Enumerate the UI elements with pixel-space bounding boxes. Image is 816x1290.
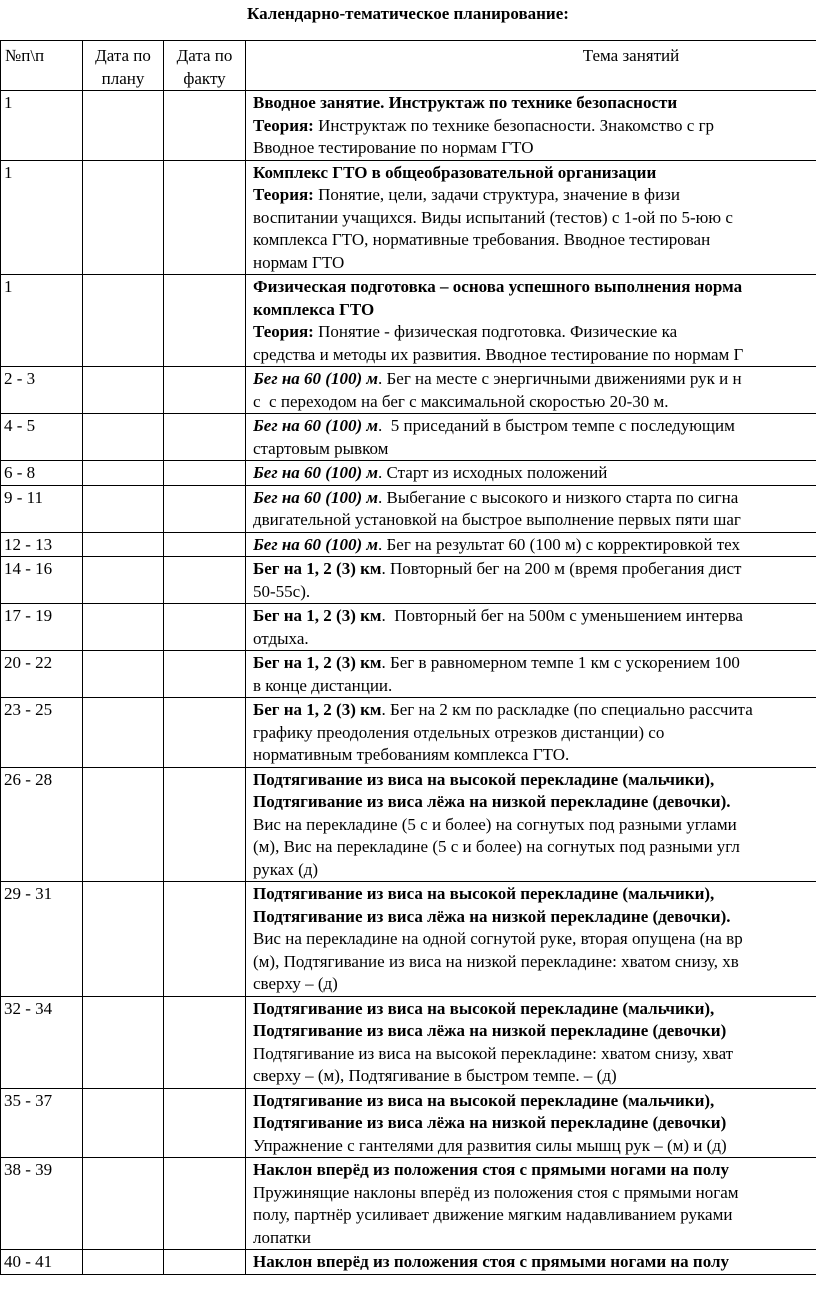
table-row	[1, 882, 816, 997]
row-number: 14 - 16	[1, 557, 83, 604]
topic-line	[253, 1204, 816, 1227]
topic-text: . Старт из исходных положений	[378, 463, 608, 482]
topic-line	[253, 92, 816, 115]
topic-text: графику преодоления отдельных отрезков дистанции) со	[253, 722, 665, 742]
topic-line	[253, 628, 816, 651]
topic-line	[253, 675, 816, 698]
topic-cell	[246, 160, 816, 275]
topic-text: лопатки	[253, 1227, 311, 1247]
topic-line	[253, 1090, 816, 1113]
topic-line	[253, 299, 816, 322]
table-row	[1, 1250, 816, 1275]
date-plan-cell	[83, 91, 164, 161]
topic-cell	[246, 996, 816, 1088]
topic-line	[253, 928, 816, 951]
topic-text: средства и методы их развития. Вводное тестирование по нормам Г	[253, 344, 744, 364]
topic-bold-italic-text: Бег на 60 (100) м	[253, 463, 379, 482]
date-fact-cell	[164, 557, 246, 604]
topic-line	[253, 906, 816, 929]
date-plan-cell	[83, 698, 164, 768]
topic-bold-text: Бег на 1, 2 (3) км	[253, 606, 382, 625]
topic-text: . Бег в равномерном темпе 1 км с ускорением 100	[381, 653, 740, 672]
date-fact-cell	[164, 996, 246, 1088]
topic-text: воспитании учащихся. Виды испытаний (тестов) с 1-ой по 5-юю с	[253, 207, 733, 227]
topic-line	[253, 415, 816, 438]
topic-line	[253, 252, 816, 275]
topic-line	[253, 462, 816, 485]
topic-text: Подтягивание из виса на высокой перекладине: хватом снизу, хват	[253, 1043, 734, 1063]
table-row	[1, 1158, 816, 1250]
topic-bold-text: Вводное занятие. Инструктаж по технике безопасности	[253, 93, 678, 112]
row-number: 2 - 3	[1, 367, 83, 414]
row-number: 1	[1, 160, 83, 275]
topic-bold-text: Бег на 1, 2 (3) км	[253, 653, 382, 672]
topic-line	[253, 1065, 816, 1088]
date-fact-cell	[164, 604, 246, 651]
topic-bold-italic-text: Бег на 60 (100) м	[253, 487, 379, 507]
topic-bold-text: Комплекс ГТО в общеобразовательной организации	[253, 162, 657, 182]
topic-line	[253, 998, 816, 1021]
header-num: №п\п	[1, 41, 83, 91]
table-row	[1, 485, 816, 532]
row-number: 1	[1, 91, 83, 161]
table-row	[1, 414, 816, 461]
header-topic: Тема занятий	[246, 41, 816, 91]
row-number: 6 - 8	[1, 461, 83, 486]
topic-text: нормам ГТО	[253, 252, 345, 272]
document-title: Календарно-тематическое планирование:	[247, 4, 569, 23]
topic-bold-text: Подтягивание из виса лёжа на низкой перекладине (девочки)	[253, 1021, 727, 1040]
topic-line	[253, 744, 816, 767]
topic-cell	[246, 532, 816, 557]
date-plan-cell	[83, 485, 164, 532]
table-row	[1, 367, 816, 414]
date-fact-cell	[164, 461, 246, 486]
date-plan-cell	[83, 767, 164, 882]
topic-cell	[246, 651, 816, 698]
table-row	[1, 604, 816, 651]
topic-line	[253, 581, 816, 604]
date-fact-cell	[164, 698, 246, 768]
topic-cell	[246, 882, 816, 997]
date-fact-cell	[164, 91, 246, 161]
date-fact-cell	[164, 160, 246, 275]
topic-text: . Бег на результат 60 (100 м) с корректировкой тех	[378, 534, 740, 554]
topic-cell	[246, 367, 816, 414]
topic-bold-text: Подтягивание из виса лёжа на низкой перекладине (девочки).	[253, 792, 731, 811]
row-number: 32 - 34	[1, 996, 83, 1088]
topic-text: стартовым рывком	[253, 438, 389, 458]
topic-cell	[246, 767, 816, 882]
topic-line	[253, 438, 816, 461]
topic-text: 50-55с).	[253, 581, 311, 601]
topic-bold-text: Бег на 1, 2 (3) км	[253, 559, 382, 578]
row-number: 26 - 28	[1, 767, 83, 882]
date-fact-cell	[164, 367, 246, 414]
topic-text: сверху – (д)	[253, 974, 338, 993]
topic-text: двигательной установкой на быстрое выполнение первых пяти шаг	[253, 510, 741, 529]
row-number: 12 - 13	[1, 532, 83, 557]
table-row	[1, 532, 816, 557]
topic-line	[253, 1112, 816, 1135]
topic-line	[253, 791, 816, 814]
topic-text: Упражнение с гантелями для развития силы мышц рук – (м) и (д)	[253, 1135, 727, 1155]
topic-text: полу, партнёр усиливает движение мягким надавливанием руками	[253, 1205, 733, 1224]
table-row	[1, 698, 816, 768]
topic-text: . Бег на 2 км по раскладке (по специально рассчита	[381, 700, 753, 719]
date-plan-cell	[83, 1250, 164, 1275]
row-number: 9 - 11	[1, 485, 83, 532]
topic-text: . Выбегание с высокого и низкого старта по сигна	[378, 487, 739, 507]
topic-cell	[246, 275, 816, 367]
topic-text: Понятие - физическая подготовка. Физические ка	[313, 322, 678, 341]
date-plan-cell	[83, 557, 164, 604]
date-plan-cell	[83, 160, 164, 275]
date-plan-cell	[83, 275, 164, 367]
planning-table	[0, 40, 816, 1275]
topic-text: руках (д)	[253, 859, 319, 879]
topic-line	[253, 115, 816, 138]
topic-text: . Повторный бег на 500м с уменьшением интерва	[381, 606, 743, 625]
topic-cell	[246, 461, 816, 486]
table-row	[1, 160, 816, 275]
table-row	[1, 767, 816, 882]
header-date-fact: Дата по факту	[164, 41, 246, 91]
row-number: 40 - 41	[1, 1250, 83, 1275]
topic-line	[253, 722, 816, 745]
topic-line	[253, 321, 816, 344]
topic-line	[253, 184, 816, 207]
topic-line	[253, 1135, 816, 1158]
table-row	[1, 557, 816, 604]
topic-line	[253, 344, 816, 367]
date-fact-cell	[164, 275, 246, 367]
topic-text: нормативным требованиям комплекса ГТО.	[253, 745, 570, 764]
topic-bold-text: комплекса ГТО	[253, 299, 375, 319]
topic-text: Вис на перекладине (5 с и более) на согнутых под разными углами	[253, 814, 737, 834]
topic-bold-text: Подтягивание из виса лёжа на низкой перекладине (девочки)	[253, 1113, 727, 1132]
topic-bold-text: Теория:	[253, 115, 314, 135]
topic-bold-text: Теория:	[253, 185, 314, 204]
date-plan-cell	[83, 367, 164, 414]
topic-line	[253, 769, 816, 792]
topic-text: в конце дистанции.	[253, 675, 393, 695]
topic-bold-text: Наклон вперёд из положения стоя с прямыми ногами на полу	[253, 1252, 730, 1271]
table-row	[1, 651, 816, 698]
topic-text: Инструктаж по технике безопасности. Знакомство с гр	[313, 115, 715, 135]
date-fact-cell	[164, 767, 246, 882]
date-plan-cell	[83, 532, 164, 557]
topic-line	[253, 1043, 816, 1066]
topic-line	[253, 276, 816, 299]
date-fact-cell	[164, 532, 246, 557]
table-body	[1, 91, 816, 1275]
topic-line	[253, 883, 816, 906]
topic-bold-italic-text: Бег на 60 (100) м	[253, 416, 379, 435]
date-plan-cell	[83, 461, 164, 486]
topic-line	[253, 368, 816, 391]
date-fact-cell	[164, 1088, 246, 1158]
topic-text: Понятие, цели, задачи структура, значение в физи	[313, 185, 680, 204]
topic-text: с с переходом на бег с максимальной скоростью 20-30 м.	[253, 391, 669, 411]
topic-text: Вис на перекладине на одной согнутой руке, вторая опущена (на вр	[253, 929, 743, 948]
date-fact-cell	[164, 485, 246, 532]
topic-line	[253, 1251, 816, 1274]
topic-line	[253, 814, 816, 837]
topic-line	[253, 652, 816, 675]
topic-bold-text: Подтягивание из виса на высокой перекладине (мальчики),	[253, 769, 715, 789]
topic-bold-italic-text: Бег на 60 (100) м	[253, 534, 379, 554]
topic-text: . Повторный бег на 200 м (время пробегания дист	[381, 559, 742, 578]
topic-bold-text: Наклон вперёд из положения стоя с прямыми ногами на полу	[253, 1160, 730, 1179]
row-number: 29 - 31	[1, 882, 83, 997]
topic-cell	[246, 91, 816, 161]
topic-bold-text: Бег на 1, 2 (3) км	[253, 700, 382, 719]
topic-text: Пружинящие наклоны вперёд из положения стоя с прямыми ногам	[253, 1182, 739, 1202]
table-row	[1, 275, 816, 367]
row-number: 1	[1, 275, 83, 367]
topic-line	[253, 1159, 816, 1182]
topic-line	[253, 558, 816, 581]
topic-bold-italic-text: Бег на 60 (100) м	[253, 369, 379, 388]
topic-line	[253, 951, 816, 974]
topic-cell	[246, 1250, 816, 1275]
topic-line	[253, 207, 816, 230]
topic-line	[253, 859, 816, 882]
table-row	[1, 1088, 816, 1158]
topic-text: (м), Подтягивание из виса на низкой перекладине: хватом снизу, хв	[253, 951, 739, 971]
topic-bold-text: Подтягивание из виса на высокой перекладине (мальчики),	[253, 884, 715, 903]
topic-text: (м), Вис на перекладине (5 с и более) на согнутых под разными угл	[253, 837, 740, 856]
topic-bold-text: Физическая подготовка – основа успешного выполнения норма	[253, 277, 743, 296]
table-header-row	[1, 41, 816, 91]
topic-line	[253, 836, 816, 859]
date-fact-cell	[164, 414, 246, 461]
date-fact-cell	[164, 882, 246, 997]
topic-cell	[246, 1088, 816, 1158]
date-plan-cell	[83, 414, 164, 461]
row-number: 4 - 5	[1, 414, 83, 461]
topic-line	[253, 229, 816, 252]
date-plan-cell	[83, 1158, 164, 1250]
date-fact-cell	[164, 1250, 246, 1275]
header-date-plan: Дата по плану	[83, 41, 164, 91]
date-plan-cell	[83, 996, 164, 1088]
topic-cell	[246, 1158, 816, 1250]
topic-cell	[246, 485, 816, 532]
topic-line	[253, 1182, 816, 1205]
topic-line	[253, 162, 816, 185]
topic-text: сверху – (м), Подтягивание в быстром темпе. – (д)	[253, 1066, 617, 1085]
date-fact-cell	[164, 1158, 246, 1250]
topic-bold-text: Подтягивание из виса лёжа на низкой перекладине (девочки).	[253, 906, 731, 926]
topic-line	[253, 137, 816, 160]
row-number: 23 - 25	[1, 698, 83, 768]
date-fact-cell	[164, 651, 246, 698]
topic-cell	[246, 604, 816, 651]
row-number: 17 - 19	[1, 604, 83, 651]
topic-text: Вводное тестирование по нормам ГТО	[253, 138, 534, 157]
topic-line	[253, 509, 816, 532]
row-number: 38 - 39	[1, 1158, 83, 1250]
topic-bold-text: Теория:	[253, 322, 314, 341]
topic-text: . Бег на месте с энергичными движениями рук и н	[378, 369, 742, 388]
topic-line	[253, 1227, 816, 1250]
topic-line	[253, 487, 816, 510]
topic-text: комплекса ГТО, нормативные требования. Вводное тестирован	[253, 230, 711, 249]
date-plan-cell	[83, 1088, 164, 1158]
topic-text: . 5 приседаний в быстром темпе с последующим	[378, 416, 735, 435]
topic-line	[253, 391, 816, 414]
topic-line	[253, 699, 816, 722]
topic-cell	[246, 698, 816, 768]
table-row	[1, 461, 816, 486]
topic-bold-text: Подтягивание из виса на высокой перекладине (мальчики),	[253, 998, 715, 1018]
date-plan-cell	[83, 604, 164, 651]
topic-line	[253, 534, 816, 557]
row-number: 35 - 37	[1, 1088, 83, 1158]
topic-cell	[246, 557, 816, 604]
row-number: 20 - 22	[1, 651, 83, 698]
date-plan-cell	[83, 882, 164, 997]
date-plan-cell	[83, 651, 164, 698]
table-row	[1, 996, 816, 1088]
topic-cell	[246, 414, 816, 461]
topic-line	[253, 1020, 816, 1043]
topic-bold-text: Подтягивание из виса на высокой перекладине (мальчики),	[253, 1090, 715, 1110]
topic-text: отдыха.	[253, 628, 309, 648]
topic-line	[253, 973, 816, 996]
table-row	[1, 91, 816, 161]
topic-line	[253, 605, 816, 628]
